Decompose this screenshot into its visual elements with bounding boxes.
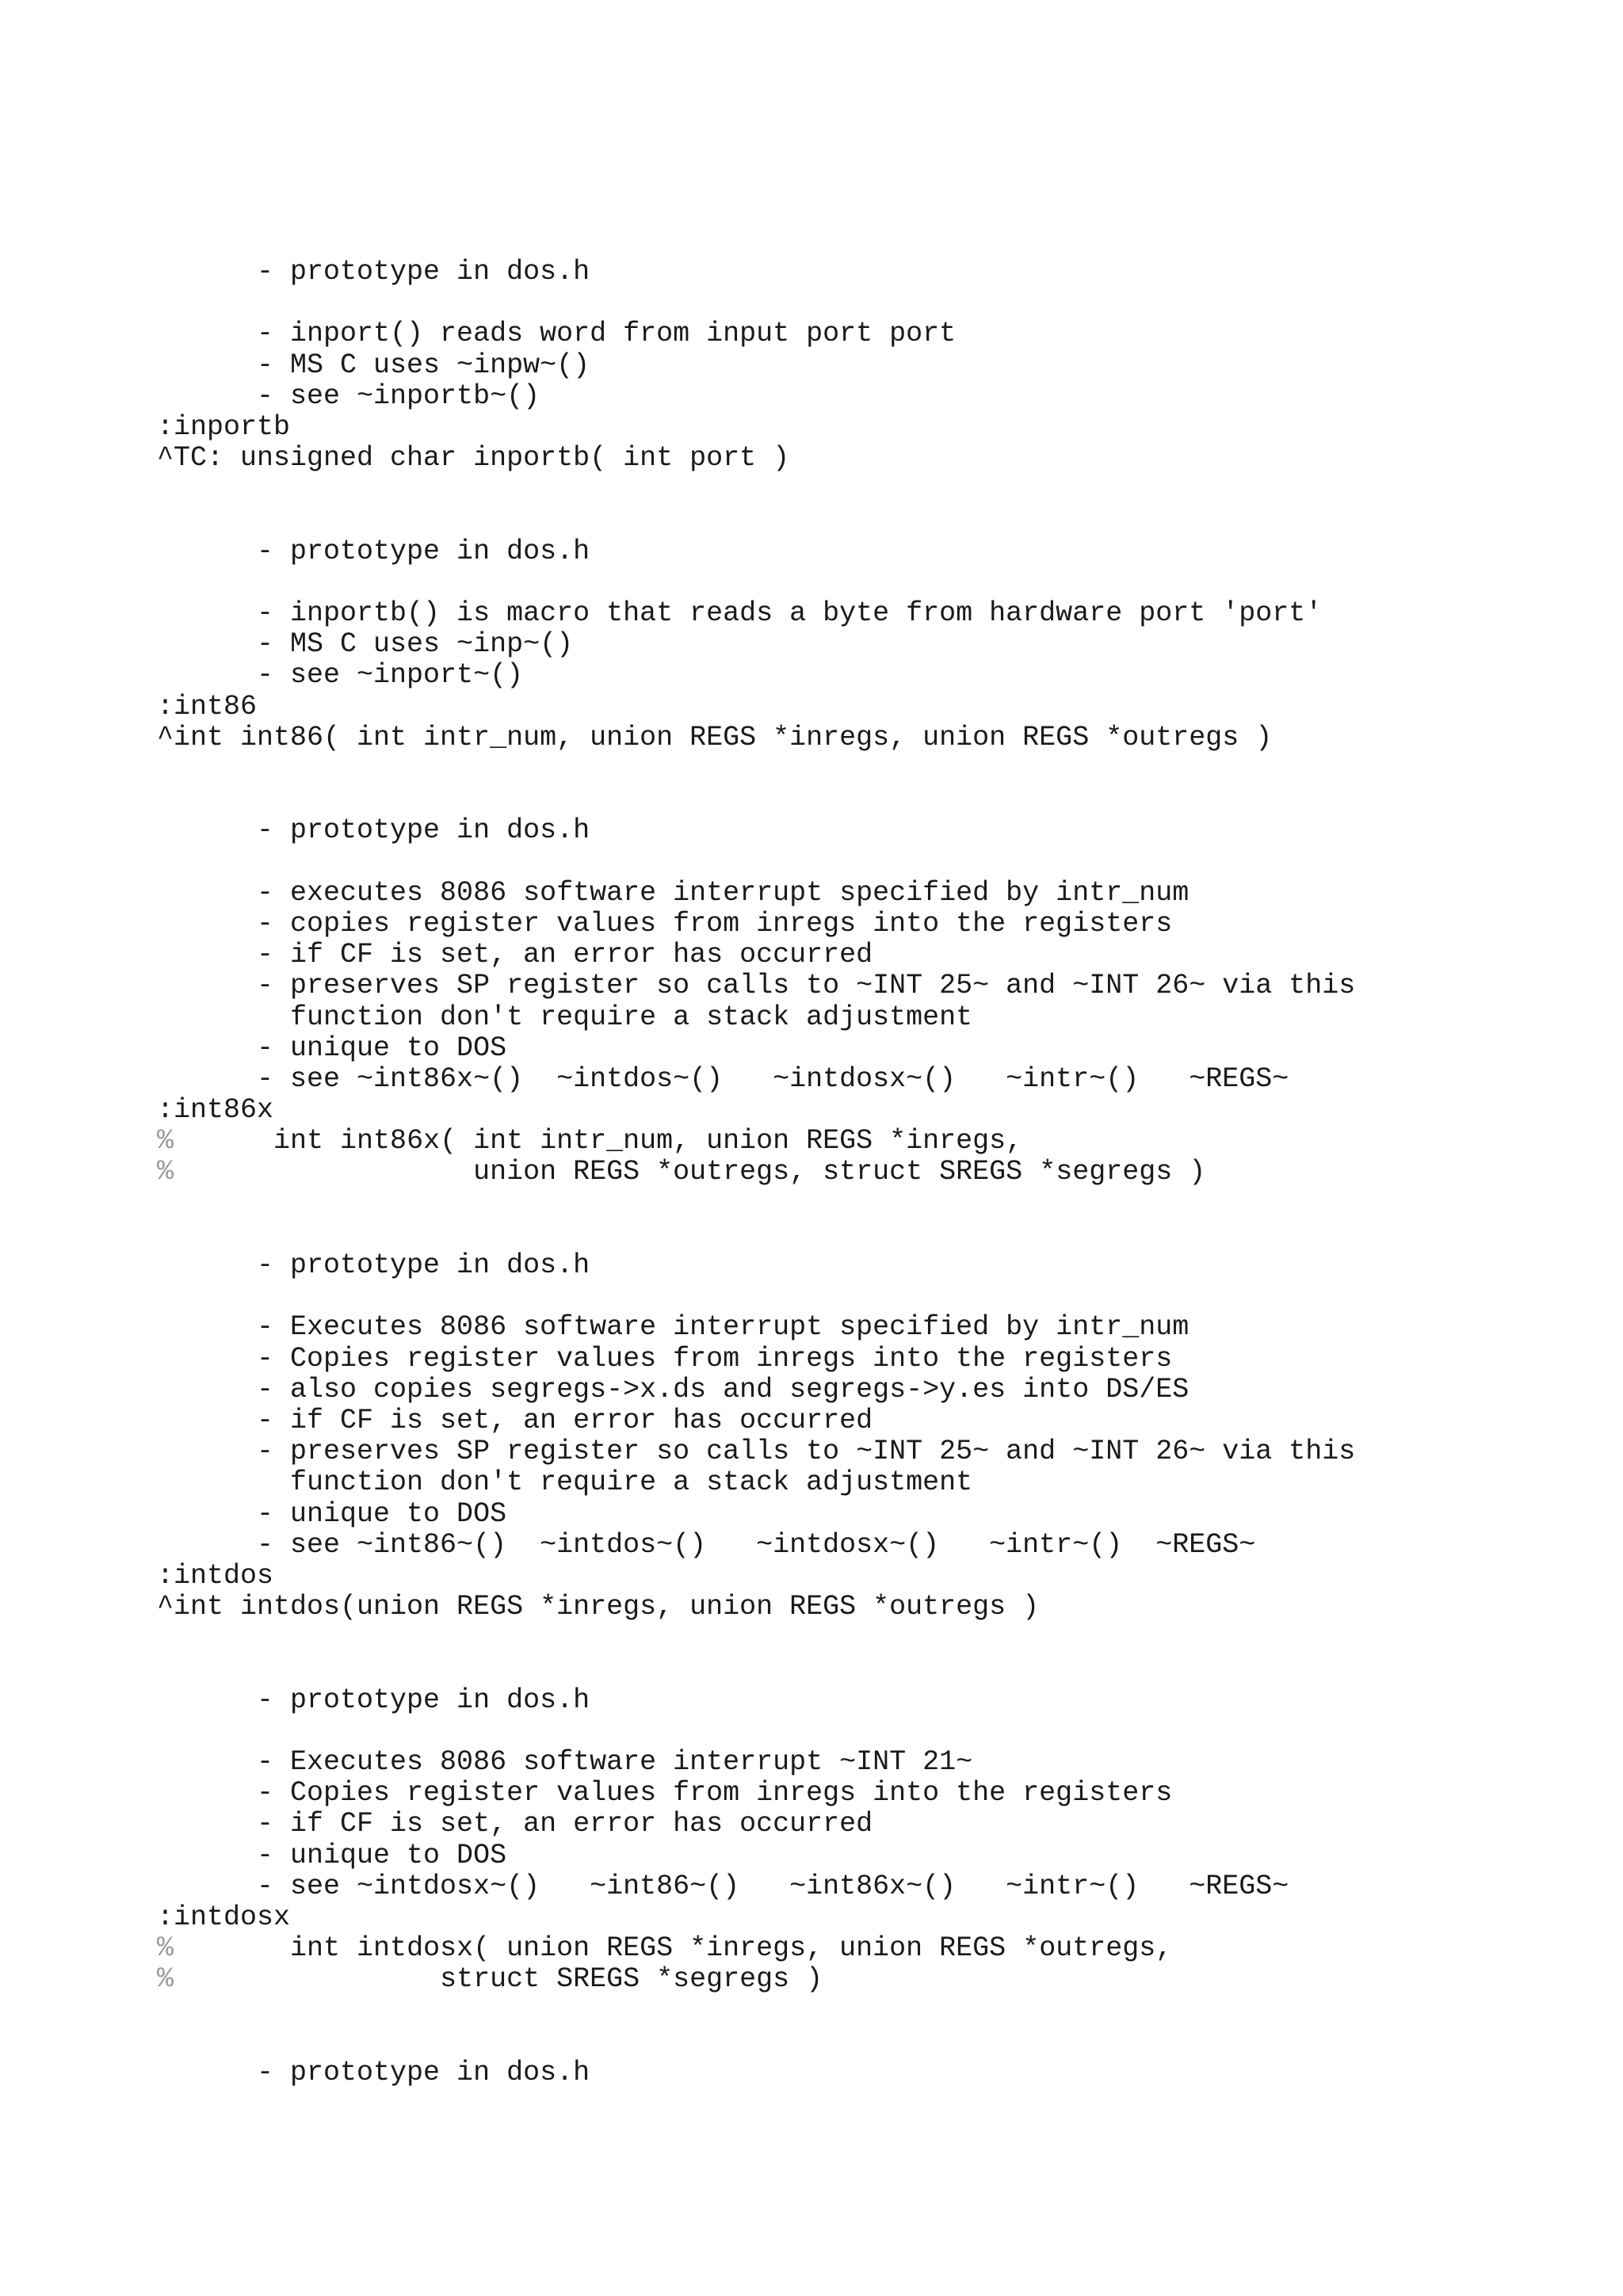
- line-text: ^int int86( int intr_num, union REGS *inregs, union REGS *outregs ): [157, 721, 1273, 753]
- line-text: ^int intdos(union REGS *inregs, union REGS *outregs ): [157, 1591, 1040, 1623]
- text-line: [157, 1747, 1355, 1778]
- line-text: struct SREGS *segregs ): [174, 1963, 823, 1996]
- line-text: - if CF is set, an error has occurred: [157, 1808, 873, 1840]
- line-text: - prototype in dos.h: [157, 1684, 590, 1716]
- line-text: - preserves SP register so calls to ~INT 25~ and ~INT 26~ via this: [157, 1436, 1356, 1468]
- document-text: [157, 257, 1355, 2088]
- line-text: - unique to DOS: [157, 1497, 507, 1530]
- line-text: - inportb() is macro that reads a byte from hardware port 'port': [157, 597, 1323, 630]
- text-line: [157, 598, 1355, 629]
- text-line: [157, 1002, 1355, 1033]
- line-text: - Copies register values from inregs into the registers: [157, 1777, 1173, 1810]
- line-text: union REGS *outregs, struct SREGS *segregs ): [174, 1156, 1206, 1188]
- line-marker: %: [157, 1125, 174, 1158]
- text-line: [157, 1312, 1355, 1343]
- text-line: [157, 815, 1355, 846]
- line-text: - Executes 8086 software interrupt ~INT 21~: [157, 1746, 973, 1778]
- text-line: [157, 257, 1355, 288]
- line-text: - prototype in dos.h: [157, 1249, 590, 1281]
- text-line: [157, 381, 1355, 412]
- text-line: [157, 1592, 1355, 1623]
- text-line: [157, 1685, 1355, 1716]
- text-line: [157, 2058, 1355, 2088]
- text-line: [157, 878, 1355, 909]
- line-text: ^TC: unsigned char inportb( int port ): [157, 442, 790, 475]
- text-line: [157, 1157, 1355, 1188]
- text-line: [157, 753, 1355, 784]
- line-text: - prototype in dos.h: [157, 256, 590, 288]
- text-line: [157, 1219, 1355, 1250]
- line-text: - also copies segregs->x.ds and segregs->y.es into DS/ES: [157, 1373, 1190, 1405]
- text-line: [157, 1250, 1355, 1281]
- text-line: [157, 629, 1355, 660]
- text-line: [157, 1809, 1355, 1840]
- text-line: [157, 1716, 1355, 1747]
- line-text: - see ~inport~(): [157, 659, 524, 692]
- text-line: [157, 1530, 1355, 1561]
- line-text: - prototype in dos.h: [157, 2056, 590, 2088]
- text-line: [157, 1436, 1355, 1467]
- text-line: [157, 505, 1355, 536]
- text-line: [157, 692, 1355, 723]
- text-line: [157, 909, 1355, 940]
- line-marker: %: [157, 1156, 174, 1188]
- line-text: :int86: [157, 690, 258, 723]
- text-line: [157, 1778, 1355, 1809]
- text-line: [157, 1064, 1355, 1095]
- text-line: [157, 1653, 1355, 1684]
- text-line: [157, 1344, 1355, 1375]
- text-line: [157, 1499, 1355, 1530]
- line-text: :inportb: [157, 410, 291, 443]
- text-line: [157, 1375, 1355, 1405]
- line-text: :intdosx: [157, 1901, 291, 1933]
- text-line: [157, 1840, 1355, 1871]
- line-text: int intdosx( union REGS *inregs, union REGS *outregs,: [174, 1932, 1173, 1965]
- line-text: - prototype in dos.h: [157, 814, 590, 847]
- text-line: [157, 1902, 1355, 1933]
- line-text: :intdos: [157, 1559, 274, 1592]
- line-text: - see ~int86~() ~intdos~() ~intdosx~() ~intr~() ~REGS~: [157, 1528, 1256, 1561]
- text-line: [157, 1623, 1355, 1653]
- text-line: [157, 567, 1355, 598]
- line-text: - unique to DOS: [157, 1032, 507, 1064]
- line-text: - unique to DOS: [157, 1839, 507, 1871]
- line-text: - executes 8086 software interrupt specified by intr_num: [157, 876, 1190, 909]
- text-line: [157, 847, 1355, 878]
- text-line: [157, 1405, 1355, 1436]
- line-text: - inport() reads word from input port port: [157, 318, 957, 350]
- text-line: [157, 443, 1355, 474]
- text-line: [157, 1561, 1355, 1592]
- line-text: - if CF is set, an error has occurred: [157, 939, 873, 971]
- line-text: - prototype in dos.h: [157, 535, 590, 567]
- text-line: [157, 1095, 1355, 1126]
- line-text: int int86x( int intr_num, union REGS *inregs,: [174, 1125, 1023, 1158]
- line-text: - Copies register values from inregs into the registers: [157, 1342, 1173, 1375]
- text-line: [157, 412, 1355, 443]
- text-line: [157, 1933, 1355, 1964]
- line-marker: %: [157, 1963, 174, 1996]
- text-line: [157, 940, 1355, 971]
- text-line: [157, 1871, 1355, 1902]
- text-line: [157, 1467, 1355, 1498]
- line-text: - see ~inportb~(): [157, 379, 540, 412]
- line-text: - copies register values from inregs into the registers: [157, 907, 1173, 940]
- line-text: - MS C uses ~inpw~(): [157, 349, 590, 381]
- line-text: :int86x: [157, 1094, 274, 1127]
- text-line: [157, 474, 1355, 505]
- text-line: [157, 318, 1355, 349]
- text-line: [157, 2027, 1355, 2058]
- line-marker: %: [157, 1932, 174, 1965]
- line-text: function don't require a stack adjustment: [157, 1001, 973, 1033]
- line-text: - see ~int86x~() ~intdos~() ~intdosx~() ~intr~() ~REGS~: [157, 1062, 1289, 1095]
- text-line: [157, 1126, 1355, 1157]
- text-line: [157, 1033, 1355, 1064]
- text-line: [157, 1188, 1355, 1219]
- line-text: function don't require a stack adjustment: [157, 1466, 973, 1499]
- text-line: [157, 1281, 1355, 1312]
- line-text: - MS C uses ~inp~(): [157, 628, 574, 661]
- line-text: - Executes 8086 software interrupt specified by intr_num: [157, 1311, 1190, 1344]
- text-line: [157, 971, 1355, 1001]
- text-line: [157, 784, 1355, 815]
- text-line: [157, 1996, 1355, 2027]
- line-text: - if CF is set, an error has occurred: [157, 1404, 873, 1436]
- line-text: - preserves SP register so calls to ~INT 25~ and ~INT 26~ via this: [157, 970, 1356, 1002]
- text-line: [157, 1964, 1355, 1995]
- text-line: [157, 660, 1355, 691]
- text-line: [157, 350, 1355, 381]
- line-text: - see ~intdosx~() ~int86~() ~int86x~() ~intr~() ~REGS~: [157, 1870, 1289, 1902]
- text-line: [157, 723, 1355, 753]
- text-line: [157, 536, 1355, 567]
- text-line: [157, 288, 1355, 318]
